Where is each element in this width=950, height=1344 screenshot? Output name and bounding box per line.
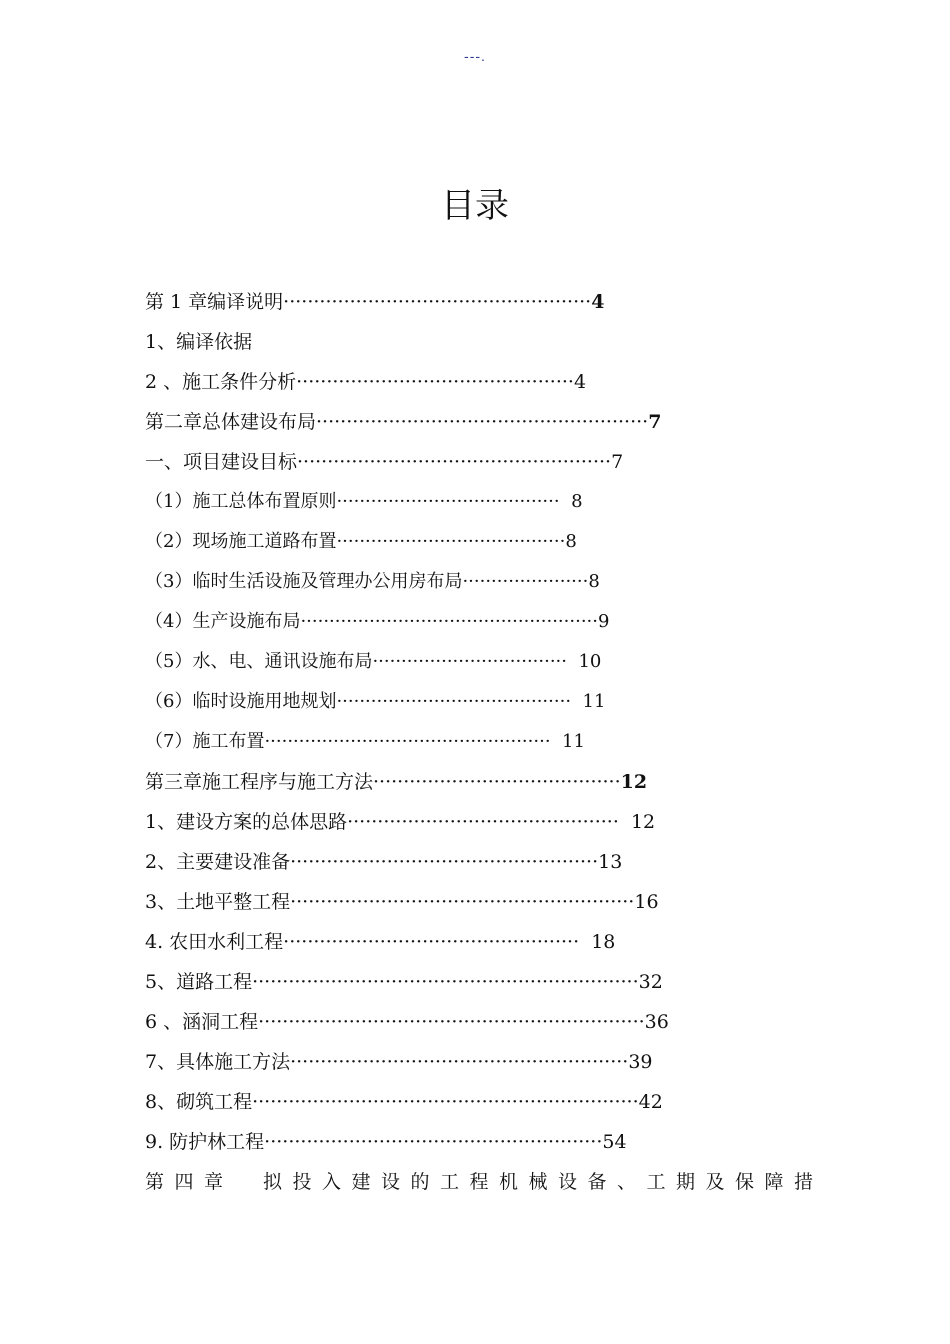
toc-entry-title: 第 1 章编译说明 [145,291,284,313]
toc-page-number: 32 [638,971,663,993]
toc-leader: ························································ [264,1131,603,1153]
page-title: 目录 [441,186,509,226]
toc-page-number: 36 [644,1011,669,1033]
toc-entry-3-8[interactable] [145,1082,815,1122]
toc-leader: ································································ [252,1091,639,1113]
toc-entry-2[interactable] [145,362,815,402]
toc-entry-chapter-4[interactable] [145,1162,824,1202]
toc-entry-sub-1[interactable] [145,482,815,522]
toc-entry-chapter-3[interactable] [145,762,815,802]
toc-entry-title: 8、砌筑工程 [145,1091,253,1113]
toc-entry-3-1[interactable] [145,802,815,842]
toc-entry-title: 6 、涵洞工程 [145,1011,259,1033]
toc-entry-title: （2）现场施工道路布置 [145,531,337,552]
toc-entry-title: 一、项目建设目标 [145,451,298,473]
toc-entry-3-3[interactable] [145,882,815,922]
toc-entry-title: 3、土地平整工程 [145,891,291,913]
toc-page-number: 16 [634,891,659,913]
toc-page-number: 18 [591,931,616,953]
toc-page-number: 39 [628,1051,653,1073]
toc-entry-title: 2、主要建设准备 [145,851,291,873]
toc-page-number: 11 [582,691,606,712]
toc-entry-3-9[interactable] [145,1122,815,1162]
toc-entry-chapter-2[interactable] [145,402,815,442]
toc-page-number: 12 [620,771,648,793]
toc-leader: ······················ [462,571,589,592]
toc-entry-title: 7、具体施工方法 [145,1051,291,1073]
toc-page-number: 8 [571,491,583,512]
toc-entry-sub-4[interactable] [145,602,815,642]
toc-entry-sub-6[interactable] [145,682,815,722]
toc-entry-section-1[interactable] [145,442,815,482]
toc-entry-chapter-1[interactable] [145,282,815,322]
toc-entry-title: （5）水、电、通讯设施布局 [145,651,373,672]
toc-leader: ··················································· [283,291,592,313]
toc-entry-title: 5、道路工程 [145,971,253,993]
toc-entry-1[interactable] [145,322,815,362]
toc-entry-sub-5[interactable] [145,642,815,682]
toc-page-number: 10 [578,651,602,672]
toc-leader: ········································· [373,771,621,793]
toc-entry-sub-3[interactable] [145,562,815,602]
toc-page-number: 13 [598,851,623,873]
toc-leader: ·················································· [264,731,551,752]
toc-entry-title: 9. 防护林工程 [145,1131,265,1153]
toc-leader: ································································ [252,971,639,993]
toc-page-number: 42 [638,1091,663,1113]
toc-page-number: 12 [630,811,656,833]
toc-entry-title: （6）临时设施用地规划 [145,691,337,712]
toc-page-number: 7 [611,451,624,473]
toc-leader: ························································ [290,1051,629,1073]
toc-entry-title: （4）生产设施布局 [145,611,301,632]
toc-page-number: 11 [562,731,585,752]
table-of-contents [145,282,824,1202]
toc-page-number: 8 [565,531,577,552]
toc-page-number: 7 [648,411,662,433]
toc-leader: ························································· [290,891,635,913]
toc-leader: ················································· [283,931,580,953]
toc-page-number: 54 [602,1131,627,1153]
toc-entry-3-6[interactable] [145,1002,815,1042]
toc-entry-title: （7）施工布置 [145,731,265,752]
toc-entry-3-7[interactable] [145,1042,815,1082]
toc-leader: ···················································· [297,451,612,473]
toc-leader: ·············································· [296,371,574,393]
toc-entry-title: 1、编译依据 [145,331,253,353]
toc-entry-3-2[interactable] [145,842,815,882]
toc-page-number: 8 [588,571,600,592]
toc-entry-title: （3）临时生活设施及管理办公用房布局 [145,571,463,592]
toc-entry-title: （1）施工总体布置原则 [145,491,337,512]
toc-leader: ···················································· [300,611,598,632]
toc-entry-3-5[interactable] [145,962,815,1002]
toc-entry-title: 第三章施工程序与施工方法 [145,771,374,793]
toc-leader: ·································· [372,651,567,672]
toc-page-number: 9 [597,611,610,632]
toc-leader: ··················································· [290,851,599,873]
toc-entry-title: 第二章总体建设布局 [145,411,317,433]
toc-entry-title: 1、建设方案的总体思路 [145,811,348,833]
toc-entry-sub-7[interactable] [145,722,815,762]
toc-leader: ············································· [347,811,619,833]
toc-leader: ································································ [258,1011,645,1033]
toc-page-number: 4 [591,291,605,313]
toc-entry-sub-2[interactable] [145,522,815,562]
toc-leader: ······································· [336,491,560,512]
toc-entry-title: 第四章 拟投入建设的工程机械设备、工期及保障措 [145,1171,824,1193]
header-mark: ---. [464,48,486,64]
toc-entry-3-4[interactable] [145,922,815,962]
toc-leader: ······················································· [316,411,649,433]
toc-leader: ········································ [336,531,566,552]
toc-leader: ········································· [336,691,572,712]
toc-entry-title: 4. 农田水利工程 [145,931,284,953]
toc-entry-title: 2 、施工条件分析 [145,371,297,393]
toc-page-number: 4 [573,371,587,393]
